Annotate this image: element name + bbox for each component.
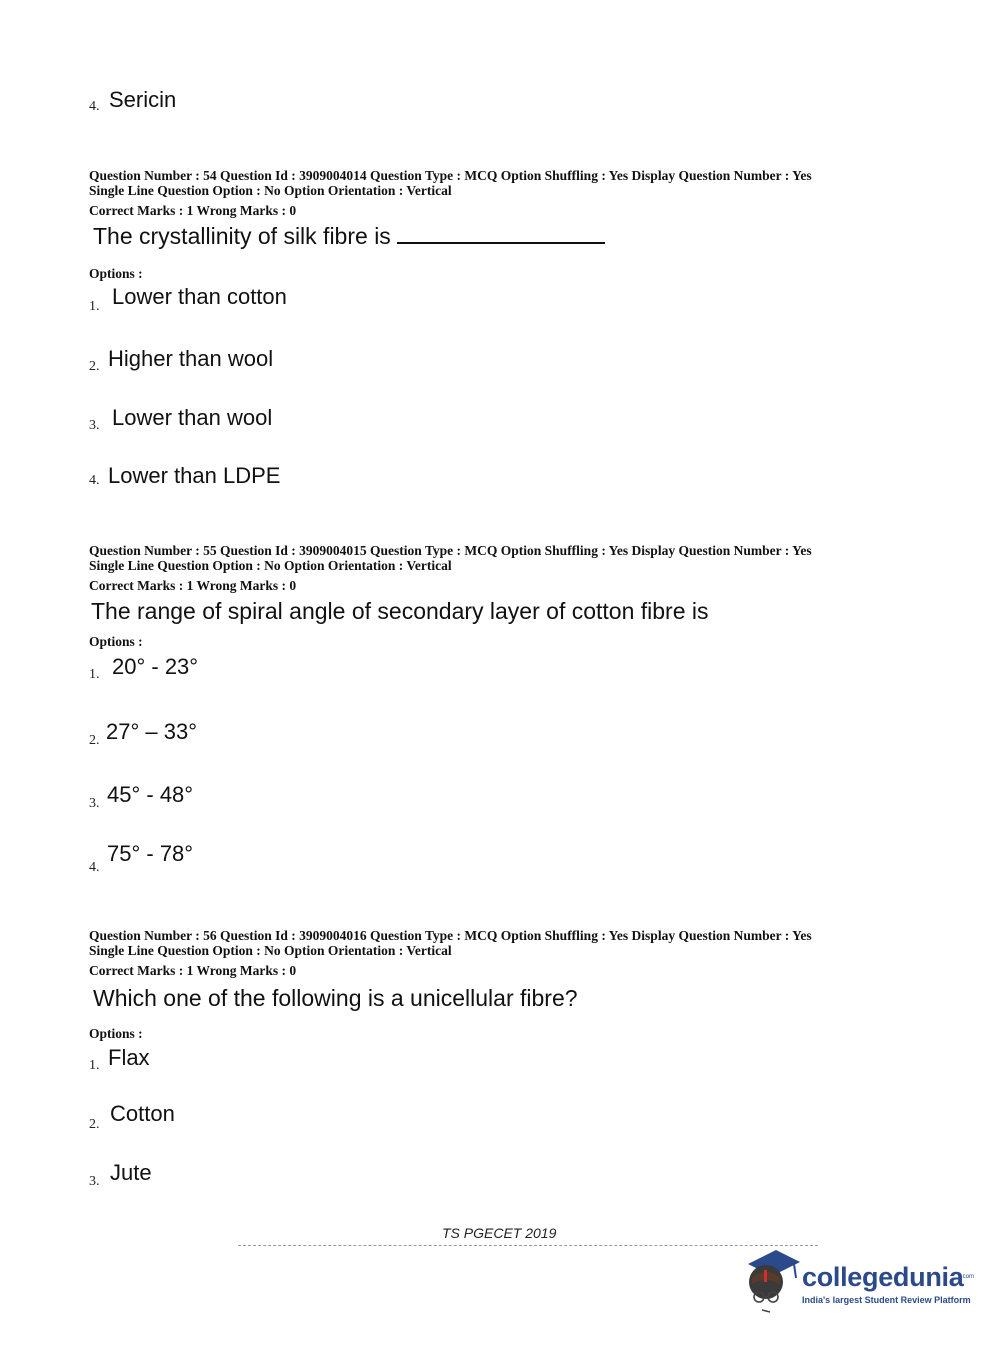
question-marks: Correct Marks : 1 Wrong Marks : 0 bbox=[89, 203, 297, 218]
question-meta-line1: Question Number : 54 Question Id : 3909004014 Question Type : MCQ Option Shuffling : Yes Display Question Number : Yes bbox=[89, 168, 812, 183]
option-text: Jute bbox=[110, 1160, 152, 1185]
option-text: 27° – 33° bbox=[106, 719, 197, 744]
option-number: 4. bbox=[89, 473, 100, 488]
option-text: Higher than wool bbox=[108, 346, 274, 371]
question-stem: Which one of the following is a unicellular fibre? bbox=[93, 985, 578, 1011]
option-text: Lower than cotton bbox=[112, 284, 287, 309]
option-number: 2. bbox=[89, 733, 100, 748]
question-marks: Correct Marks : 1 Wrong Marks : 0 bbox=[89, 578, 297, 593]
option-number: 3. bbox=[89, 1174, 100, 1189]
question-meta-line1: Question Number : 56 Question Id : 3909004016 Question Type : MCQ Option Shuffling : Yes Display Question Number : Yes bbox=[89, 928, 812, 943]
question-meta-line2: Single Line Question Option : No Option Orientation : Vertical bbox=[89, 183, 452, 198]
option-text: Lower than LDPE bbox=[108, 463, 281, 488]
option-text: 20° - 23° bbox=[112, 654, 199, 679]
graduate-mascot-icon bbox=[742, 1248, 804, 1314]
question-stem: The range of spiral angle of secondary layer of cotton fibre is bbox=[91, 598, 709, 624]
logo-suffix: .com bbox=[961, 1274, 975, 1280]
option-number: 4. bbox=[89, 860, 100, 875]
option-number: 3. bbox=[89, 796, 100, 811]
option-text: Flax bbox=[108, 1045, 150, 1070]
logo-wordmark: collegedunia bbox=[802, 1262, 964, 1292]
question-stem-text: The crystallinity of silk fibre is bbox=[93, 223, 391, 249]
option-text: Cotton bbox=[110, 1101, 175, 1126]
option-number: 2. bbox=[89, 1117, 100, 1132]
footer-title: TS PGECET 2019 bbox=[442, 1225, 557, 1241]
option-text: Lower than wool bbox=[112, 405, 273, 430]
option-text: Sericin bbox=[109, 87, 177, 112]
footer-divider bbox=[238, 1245, 818, 1248]
option-text: 45° - 48° bbox=[107, 782, 194, 807]
collegedunia-logo bbox=[742, 1248, 975, 1318]
option-number: 1. bbox=[89, 1058, 100, 1073]
question-marks: Correct Marks : 1 Wrong Marks : 0 bbox=[89, 963, 297, 978]
options-label: Options : bbox=[89, 634, 143, 649]
option-number: 1. bbox=[89, 299, 100, 314]
answer-blank bbox=[397, 224, 605, 244]
option-number: 2. bbox=[89, 359, 100, 374]
options-label: Options : bbox=[89, 266, 143, 281]
question-meta-line2: Single Line Question Option : No Option Orientation : Vertical bbox=[89, 558, 452, 573]
question-stem bbox=[93, 223, 605, 250]
option-number: 3. bbox=[89, 418, 100, 433]
logo-tagline: India's largest Student Review Platform bbox=[802, 1295, 971, 1305]
question-meta-line1: Question Number : 55 Question Id : 3909004015 Question Type : MCQ Option Shuffling : Yes Display Question Number : Yes bbox=[89, 543, 812, 558]
option-number: 4. bbox=[89, 99, 100, 114]
option-text: 75° - 78° bbox=[107, 841, 194, 866]
question-meta-line2: Single Line Question Option : No Option Orientation : Vertical bbox=[89, 943, 452, 958]
options-label: Options : bbox=[89, 1026, 143, 1041]
option-number: 1. bbox=[89, 667, 100, 682]
